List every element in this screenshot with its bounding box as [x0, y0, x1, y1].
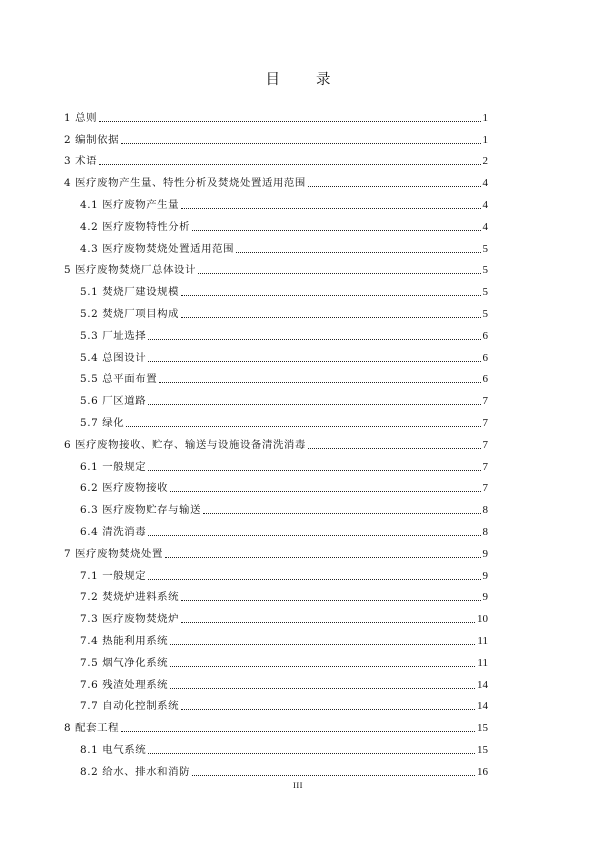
- toc-leader-dots: [181, 317, 480, 318]
- toc-leader-dots: [126, 426, 480, 427]
- toc-entry[interactable]: [64, 365, 488, 387]
- toc-entry-page: 1: [482, 133, 488, 146]
- toc-entry-label: 1 总则: [64, 111, 98, 124]
- toc-entry-label: 8.1 电气系统: [80, 743, 147, 756]
- toc-entry-page: 9: [482, 591, 488, 604]
- toc-entry-page: 14: [477, 678, 488, 691]
- toc-leader-dots: [121, 143, 480, 144]
- toc-entry-label: 5.4 总图设计: [80, 351, 147, 364]
- toc-entry-page: 6: [482, 329, 488, 342]
- toc-leader-dots: [148, 339, 480, 340]
- toc-entry-label: 8 配套工程: [64, 722, 120, 735]
- toc-entry-label: 6.1 一般规定: [80, 460, 147, 473]
- toc-entry-page: 5: [482, 307, 488, 320]
- toc-leader-dots: [308, 186, 481, 187]
- toc-entry[interactable]: [64, 539, 488, 561]
- toc-entry[interactable]: [64, 735, 488, 757]
- toc-leader-dots: [170, 644, 475, 645]
- toc-entry[interactable]: [64, 648, 488, 670]
- toc-leader-dots: [148, 535, 480, 536]
- toc-entry[interactable]: [64, 168, 488, 190]
- toc-entry[interactable]: [64, 256, 488, 278]
- toc-entry-label: 5.5 总平面布置: [80, 373, 158, 386]
- toc-entry-page: 11: [477, 634, 488, 647]
- toc-entry-label: 7.1 一般规定: [80, 569, 147, 582]
- toc-entry[interactable]: [64, 430, 488, 452]
- page-title: [0, 68, 596, 89]
- toc-entry[interactable]: [64, 517, 488, 539]
- toc-entry[interactable]: [64, 604, 488, 626]
- toc-entry-page: 4: [482, 220, 488, 233]
- toc-leader-dots: [170, 491, 480, 492]
- toc-entry-page: 6: [482, 373, 488, 386]
- toc-entry[interactable]: [64, 190, 488, 212]
- toc-entry-label: 5.3 厂址选择: [80, 329, 147, 342]
- toc-entry-label: 4.1 医疗废物产生量: [80, 198, 180, 211]
- toc-entry-page: 14: [477, 700, 488, 713]
- toc-entry-page: 5: [482, 264, 488, 277]
- toc-entry[interactable]: [64, 299, 488, 321]
- toc-leader-dots: [121, 731, 475, 732]
- toc-entry[interactable]: [64, 626, 488, 648]
- toc-entry-page: 15: [477, 722, 488, 735]
- toc-entry[interactable]: [64, 321, 488, 343]
- toc-entry-page: 16: [477, 765, 488, 778]
- toc-leader-dots: [236, 252, 480, 253]
- toc-leader-dots: [198, 273, 480, 274]
- toc-leader-dots: [181, 208, 480, 209]
- toc-entry-label: 6.4 清洗消毒: [80, 525, 147, 538]
- toc-entry-label: 7.7 自动化控制系统: [80, 700, 180, 713]
- toc-leader-dots: [148, 404, 480, 405]
- toc-entry[interactable]: [64, 495, 488, 517]
- toc-entry[interactable]: [64, 670, 488, 692]
- toc-leader-dots: [192, 775, 475, 776]
- toc-leader-dots: [203, 513, 480, 514]
- toc-leader-dots: [148, 361, 480, 362]
- toc-entry[interactable]: [64, 277, 488, 299]
- toc-leader-dots: [308, 448, 481, 449]
- toc-leader-dots: [181, 622, 475, 623]
- toc-entry-label: 6 医疗废物接收、贮存、输送与设施设备清洗消毒: [64, 438, 306, 451]
- toc-entry-label: 7.4 热能利用系统: [80, 634, 169, 647]
- toc-leader-dots: [192, 230, 480, 231]
- toc-entry-label: 4.3 医疗废物焚烧处置适用范围: [80, 242, 235, 255]
- toc-leader-dots: [148, 753, 475, 754]
- toc-leader-dots: [181, 600, 480, 601]
- toc-entry-label: 8.2 给水、排水和消防: [80, 765, 191, 778]
- toc-entry-label: 5.6 厂区道路: [80, 395, 147, 408]
- toc-entry-page: 6: [482, 351, 488, 364]
- toc-entry-label: 7.3 医疗废物焚烧炉: [80, 613, 180, 626]
- toc-entry[interactable]: [64, 212, 488, 234]
- toc-entry-label: 5.1 焚烧厂建设规模: [80, 286, 180, 299]
- toc-entry-page: 4: [482, 198, 488, 211]
- toc-entry-page: 7: [482, 416, 488, 429]
- toc-entry-page: 10: [477, 613, 488, 626]
- toc-entry[interactable]: [64, 147, 488, 169]
- toc-entry-label: 3 术语: [64, 155, 98, 168]
- toc-entry-page: 15: [477, 743, 488, 756]
- toc-entry[interactable]: [64, 103, 488, 125]
- toc-entry-page: 11: [477, 656, 488, 669]
- toc-entry-page: 7: [482, 438, 488, 451]
- toc-leader-dots: [181, 295, 480, 296]
- toc-entry[interactable]: [64, 452, 488, 474]
- toc-entry-label: 7.6 残渣处理系统: [80, 678, 169, 691]
- toc-entry-label: 5.2 焚烧厂项目构成: [80, 307, 180, 320]
- toc-entry[interactable]: [64, 474, 488, 496]
- toc-entry-page: 7: [482, 482, 488, 495]
- toc-entry-page: 4: [482, 177, 488, 190]
- toc-entry-label: 5 医疗废物焚烧厂总体设计: [64, 264, 197, 277]
- toc-leader-dots: [159, 382, 480, 383]
- toc-entry[interactable]: [64, 408, 488, 430]
- toc-entry-page: 5: [482, 286, 488, 299]
- toc-entry-page: 7: [482, 395, 488, 408]
- toc-entry[interactable]: [64, 713, 488, 735]
- toc-entry[interactable]: [64, 386, 488, 408]
- toc-entry-label: 7.5 烟气净化系统: [80, 656, 169, 669]
- toc-entry[interactable]: [64, 757, 488, 779]
- toc-entry-label: 7.2 焚烧炉进料系统: [80, 591, 180, 604]
- toc-entry-page: 7: [482, 460, 488, 473]
- toc-leader-dots: [181, 709, 475, 710]
- toc-entry-label: 5.7 绿化: [80, 416, 125, 429]
- toc-entry[interactable]: [64, 692, 488, 714]
- toc-entry-page: 2: [482, 155, 488, 168]
- toc-leader-dots: [148, 579, 480, 580]
- page-number: III: [293, 780, 303, 790]
- toc-entry[interactable]: [64, 561, 488, 583]
- toc-leader-dots: [165, 557, 480, 558]
- toc-entry[interactable]: [64, 343, 488, 365]
- toc-entry-label: 6.3 医疗废物贮存与输送: [80, 504, 202, 517]
- toc-entry-page: 9: [482, 547, 488, 560]
- toc-leader-dots: [99, 164, 480, 165]
- page-title-right: 录: [316, 72, 331, 88]
- toc-leader-dots: [170, 688, 475, 689]
- toc-entry-label: 7 医疗废物焚烧处置: [64, 547, 164, 560]
- toc-entry-label: 6.2 医疗废物接收: [80, 482, 169, 495]
- page-title-left: 目: [265, 72, 280, 88]
- toc-leader-dots: [99, 121, 480, 122]
- toc-entry-label: 2 编制依据: [64, 133, 120, 146]
- toc-entry-label: 4.2 医疗废物特性分析: [80, 220, 191, 233]
- toc-leader-dots: [170, 666, 475, 667]
- toc-entry-page: 1: [482, 111, 488, 124]
- table-of-contents: [64, 103, 488, 779]
- toc-leader-dots: [148, 470, 480, 471]
- toc-entry[interactable]: [64, 234, 488, 256]
- toc-entry[interactable]: [64, 583, 488, 605]
- toc-entry[interactable]: [64, 125, 488, 147]
- toc-entry-page: 8: [482, 504, 488, 517]
- toc-entry-page: 9: [482, 569, 488, 582]
- toc-entry-label: 4 医疗废物产生量、特性分析及焚烧处置适用范围: [64, 177, 306, 190]
- toc-entry-page: 5: [482, 242, 488, 255]
- toc-entry-page: 8: [482, 525, 488, 538]
